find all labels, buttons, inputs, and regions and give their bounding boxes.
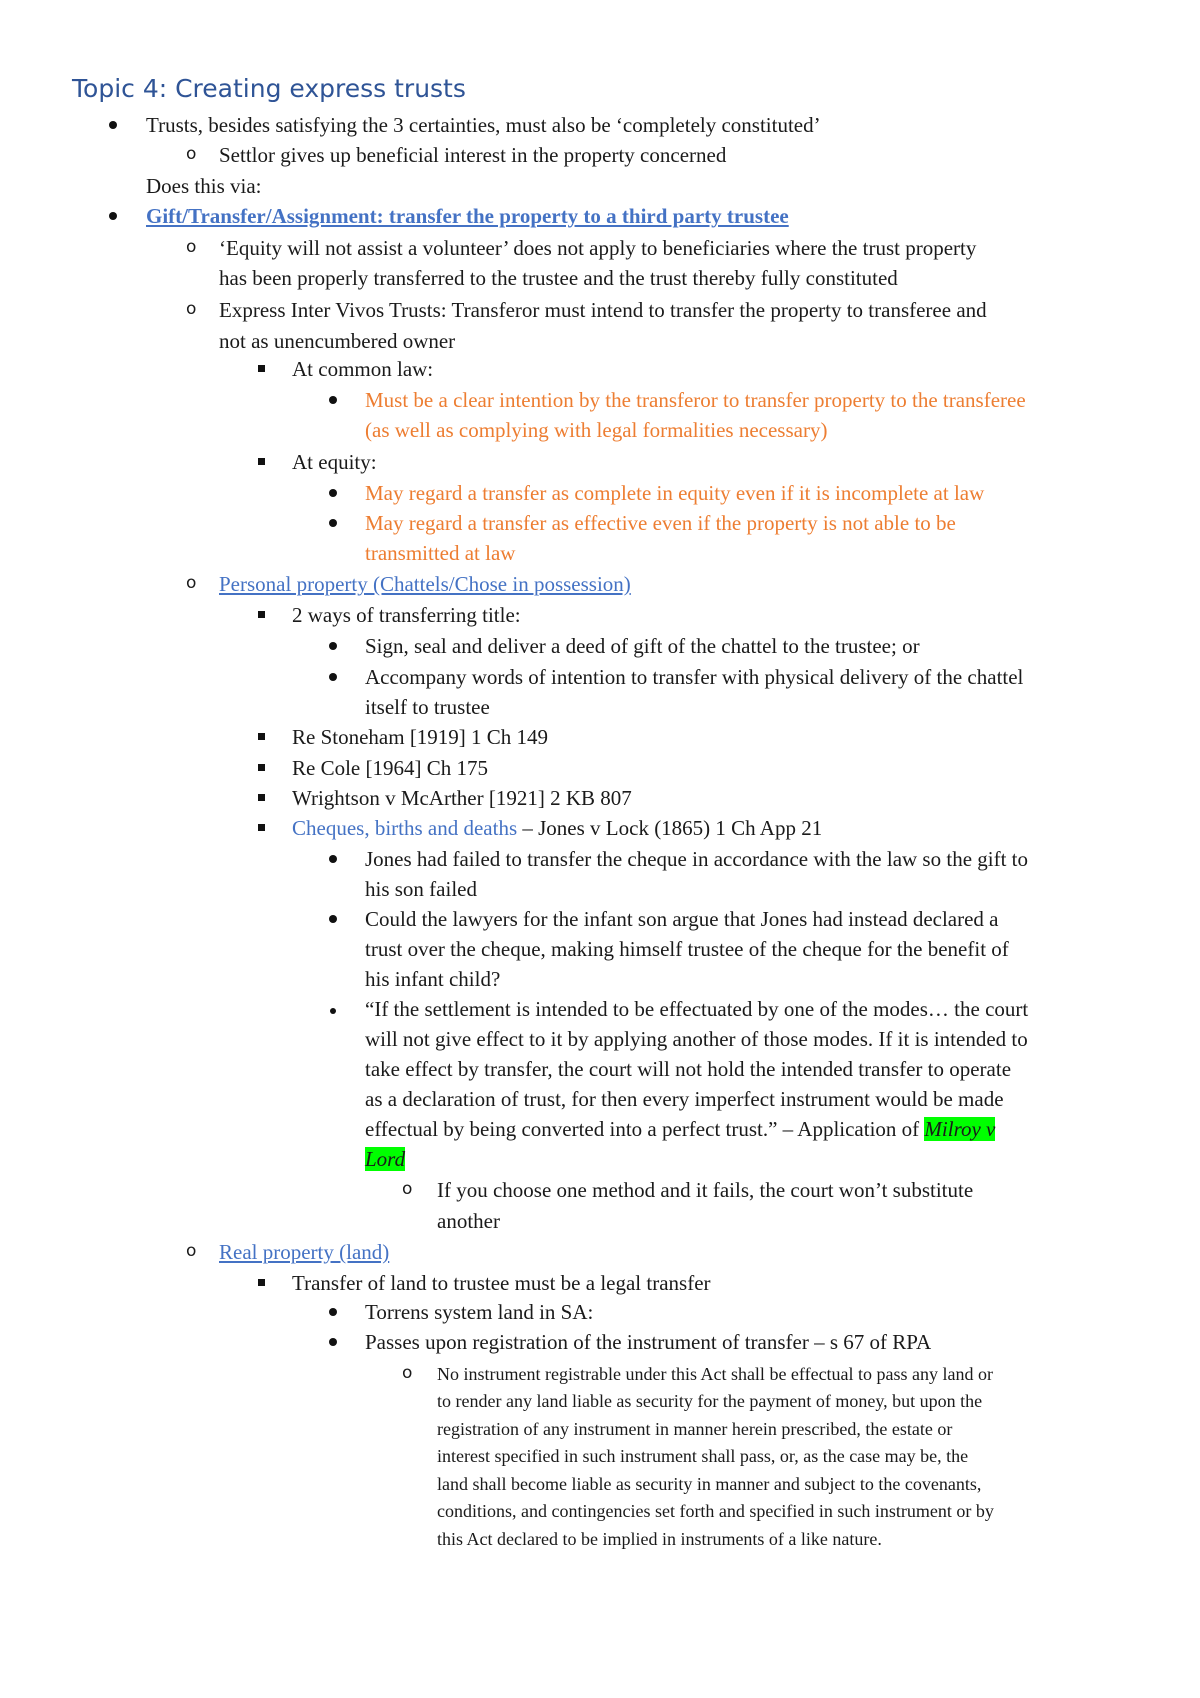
bullet-dot [329,915,337,923]
bullet-hollow: o [186,144,197,164]
text-line: transmitted at law [365,541,516,565]
bullet-square [258,764,265,771]
bullet-dot [329,519,337,527]
text-line: (as well as complying with legal formalities necessary) [365,418,828,442]
text-line: At common law: [292,357,434,381]
page-title: Topic 4: Creating express trusts [72,74,466,103]
bullet-square [258,733,265,740]
highlighted-case-name: Milroy v [924,1117,996,1141]
statute-quote-line: conditions, and contingencies set forth and specified in such instrument or by [437,1501,994,1521]
bullet-hollow: o [186,1241,197,1261]
text-line: May regard a transfer as effective even if the property is not able to be [365,511,956,535]
statute-quote-line: registration of any instrument in manner herein prescribed, the estate or [437,1419,953,1439]
bullet-square [258,1279,265,1286]
highlighted-case-name: Lord [365,1147,406,1171]
bullet-square [258,611,265,618]
statute-quote-line: interest specified in such instrument shall pass, or, as the case may be, the [437,1446,969,1466]
statute-quote-line: land shall become liable as security in manner and subject to the covenants, [437,1474,982,1494]
text-line: itself to trustee [365,695,490,719]
bullet-dot [109,212,117,220]
text-line: not as unencumbered owner [219,329,456,353]
text-line: Trusts, besides satisfying the 3 certainties, must also be ‘completely constituted’ [146,113,821,137]
bullet-dot [329,1338,337,1346]
text-line: Torrens system land in SA: [365,1300,594,1324]
quote-line: take effect by transfer, the court will not hold the intended transfer to operate [365,1057,1012,1081]
bullet-dot [329,642,337,650]
bullet-dot [329,1308,337,1316]
bullet-hollow: o [402,1179,413,1199]
text-line: Settlor gives up beneficial interest in the property concerned [219,143,727,167]
text-line: 2 ways of transferring title: [292,603,521,627]
bullet-dot [329,489,337,497]
bullet-hollow: o [186,299,197,319]
section-heading-gift-transfer: Gift/Transfer/Assignment: transfer the property to a third party trustee [146,204,789,228]
bullet-square [258,365,265,372]
bullet-dot [329,396,337,404]
text-line: May regard a transfer as complete in equity even if it is incomplete at law [365,481,985,505]
text-line: Express Inter Vivos Trusts: Transferor must intend to transfer the property to transferee and [219,298,987,322]
text-line [292,815,822,841]
text-line: Could the lawyers for the infant son argue that Jones had instead declared a [365,907,999,931]
text-line: another [437,1209,500,1233]
bullet-dot [330,1008,336,1014]
text-line: his infant child? [365,967,501,991]
bullet-dot [329,855,337,863]
case-citation: – Jones v Lock (1865) 1 Ch App 21 [517,816,823,840]
subtopic-label: Cheques, births and deaths [292,816,518,840]
bullet-dot [329,673,337,681]
text-line: Transfer of land to trustee must be a legal transfer [292,1271,711,1295]
text-line: If you choose one method and it fails, the court won’t substitute [437,1178,974,1202]
bullet-hollow: o [186,237,197,257]
text-line: ‘Equity will not assist a volunteer’ does not apply to beneficiaries where the trust property [219,236,977,260]
bullet-square [258,458,265,465]
statute-quote-line: to render any land liable as security for the payment of money, but upon the [437,1391,983,1411]
quote-line [365,1146,405,1172]
bullet-dot [109,121,117,129]
text-line: Does this via: [146,174,262,198]
quote-text: effectual by being converted into a perfect trust.” – Application of [365,1117,925,1141]
text-line: Must be a clear intention by the transferor to transfer property to the transferee [365,388,1026,412]
quote-line [365,1116,995,1142]
bullet-hollow: o [186,573,197,593]
statute-quote-line: this Act declared to be implied in instruments of a like nature. [437,1529,882,1549]
case-citation: Re Stoneham [1919] 1 Ch 149 [292,725,549,749]
text-line: trust over the cheque, making himself trustee of the cheque for the benefit of [365,937,1009,961]
text-line: At equity: [292,450,377,474]
quote-line: “If the settlement is intended to be effectuated by one of the modes… the court [365,997,1029,1021]
text-line: has been properly transferred to the trustee and the trust thereby fully constituted [219,266,898,290]
case-citation: Re Cole [1964] Ch 175 [292,756,488,780]
bullet-square [258,794,265,801]
bullet-hollow: o [402,1363,413,1383]
text-line: Sign, seal and deliver a deed of gift of the chattel to the trustee; or [365,634,920,658]
text-line: his son failed [365,877,477,901]
section-heading-personal-property: Personal property (Chattels/Chose in possession) [219,572,631,596]
quote-line: will not give effect to it by applying another of those modes. If it is intended to [365,1027,1028,1051]
case-citation: Wrightson v McArther [1921] 2 KB 807 [292,786,632,810]
text-line: Passes upon registration of the instrument of transfer – s 67 of RPA [365,1330,932,1354]
statute-quote-line: No instrument registrable under this Act shall be effectual to pass any land or [437,1364,994,1384]
section-heading-real-property: Real property (land) [219,1240,390,1264]
bullet-square [258,824,265,831]
text-line: Accompany words of intention to transfer with physical delivery of the chattel [365,665,1024,689]
quote-line: as a declaration of trust, for then every imperfect instrument would be made [365,1087,1004,1111]
text-line: Jones had failed to transfer the cheque in accordance with the law so the gift to [365,847,1029,871]
